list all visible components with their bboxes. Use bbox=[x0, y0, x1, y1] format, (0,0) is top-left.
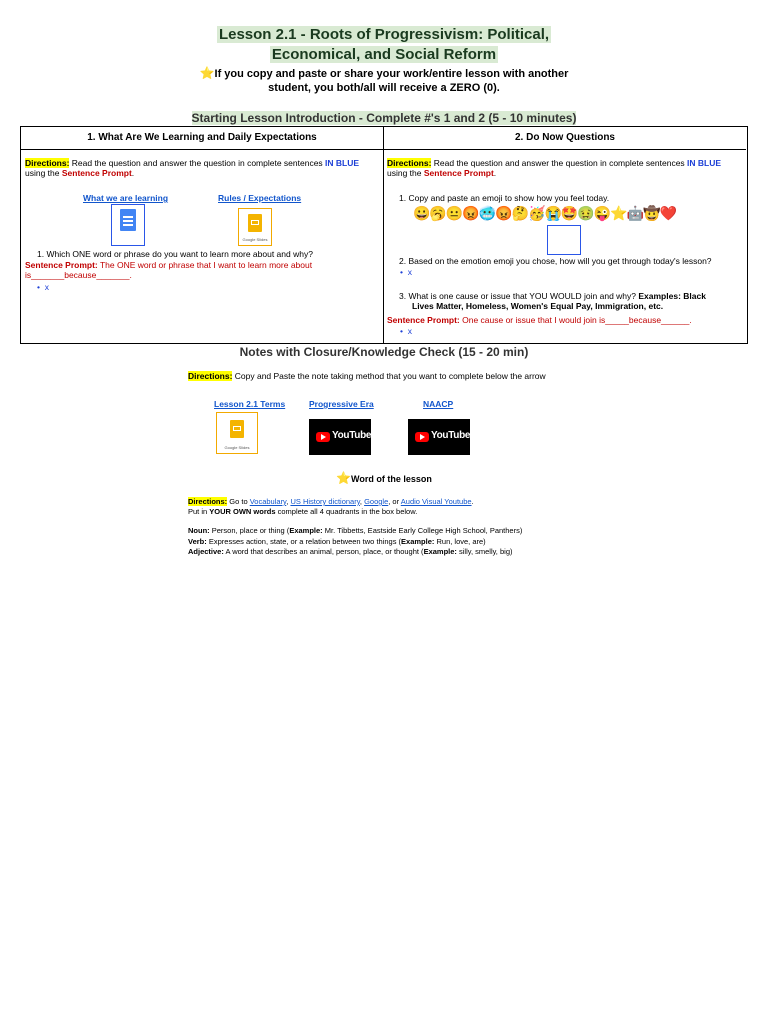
word-definitions bbox=[188, 526, 608, 558]
put-in-text: Put in bbox=[188, 507, 210, 516]
right-question-2: 2. Based on the emotion emoji you chose, how will you get through today's lesson? bbox=[399, 256, 712, 266]
page-title bbox=[0, 26, 768, 43]
directions-label: Directions: bbox=[188, 497, 228, 506]
sentence-prompt-text: Sentence Prompt bbox=[423, 168, 494, 178]
verb-text: Expresses action, state, or a relation between two things ( bbox=[206, 536, 402, 546]
intro-heading bbox=[0, 111, 768, 125]
intro-heading-text: Starting Lesson Introduction - Complete #'s 1 and 2 (5 - 10 minutes) bbox=[191, 111, 577, 125]
noun-example: Mr. Tibbetts, Eastside Early College High School, Panthers) bbox=[322, 526, 523, 535]
warning bbox=[0, 66, 768, 95]
google-docs-icon[interactable] bbox=[111, 204, 145, 246]
verb-label: Verb: bbox=[188, 536, 207, 546]
link-audio-visual-youtube[interactable]: Audio Visual Youtube bbox=[400, 497, 472, 506]
sentence-prompt-text: Sentence Prompt bbox=[61, 168, 132, 178]
youtube-label: YouTube bbox=[431, 430, 471, 441]
put-rest-text: complete all 4 quadrants in the box below. bbox=[275, 507, 418, 516]
answer-text: x bbox=[44, 282, 49, 292]
verb-example-label: Example: bbox=[401, 536, 435, 546]
emoji-answer-box[interactable] bbox=[547, 225, 581, 255]
link-what-we-are-learning[interactable]: What we are learning bbox=[83, 193, 169, 203]
title-line-2: Economical, and Social Reform bbox=[271, 46, 497, 63]
word-heading-text: Word of the lesson bbox=[351, 474, 432, 484]
adjective-text: A word that describes an animal, person, place, or thought ( bbox=[223, 547, 424, 556]
star-icon: ⭐ bbox=[199, 66, 215, 80]
answer-text: x bbox=[407, 267, 412, 277]
answer-text: x bbox=[407, 326, 412, 336]
notes-heading: Notes with Closure/Knowledge Check (15 - 20 min) bbox=[239, 345, 529, 359]
link-progressive-era[interactable]: Progressive Era bbox=[309, 399, 374, 409]
directions-end: . bbox=[131, 168, 135, 178]
word-directions: Directions: Go to Vocabulary, US History dictionary, Google, or Audio Visual Youtube. Put in YOUR OWN words complete all 4 quadrants in the box below. bbox=[188, 497, 474, 516]
directions-text-2: using the bbox=[25, 168, 62, 178]
in-blue-text: IN BLUE bbox=[325, 158, 360, 168]
google-slides-icon[interactable] bbox=[238, 208, 272, 246]
directions-text: Read the question and answer the question in complete sentences bbox=[69, 158, 326, 168]
noun-text: Person, place or thing ( bbox=[209, 526, 290, 535]
youtube-label: YouTube bbox=[332, 430, 372, 441]
right-directions bbox=[387, 158, 742, 178]
intro-table bbox=[20, 126, 748, 344]
q3-examples-list: Lives Matter, Homeless, Women's Equal Pay, Immigration, etc. bbox=[412, 301, 664, 311]
google-slides-caption: Google Slides bbox=[224, 445, 250, 450]
directions-label: Directions: bbox=[387, 158, 432, 168]
directions-end: . bbox=[493, 168, 497, 178]
right-answer-bullet-2[interactable]: • x bbox=[400, 267, 412, 277]
left-cell-title: 1. What Are We Learning and Daily Expectations bbox=[21, 127, 383, 150]
google-slides-caption: Google Slides bbox=[242, 237, 268, 242]
noun-label: Noun: bbox=[188, 526, 210, 535]
notes-directions bbox=[188, 371, 546, 381]
left-sentence-prompt bbox=[25, 260, 370, 280]
directions-label: Directions: bbox=[188, 371, 233, 381]
prompt-label: Sentence Prompt: bbox=[25, 260, 98, 270]
intro-right-cell bbox=[384, 127, 746, 343]
star-icon: ⭐ bbox=[336, 471, 352, 485]
verb-example: Run, love, are) bbox=[434, 536, 486, 546]
link-lesson-terms[interactable]: Lesson 2.1 Terms bbox=[214, 399, 286, 409]
warning-line-2: student, you both/all will receive a ZERO (0). bbox=[268, 82, 500, 94]
in-blue-text: IN BLUE bbox=[687, 158, 722, 168]
directions-label: Directions: bbox=[25, 158, 70, 168]
right-sentence-prompt bbox=[387, 315, 742, 325]
warning-line-1: If you copy and paste or share your work/entire lesson with another bbox=[214, 68, 569, 80]
noun-example-label: Example: bbox=[289, 526, 323, 535]
prompt-text: One cause or issue that I would join is_____because______. bbox=[459, 315, 692, 325]
link-us-history-dictionary[interactable]: US History dictionary bbox=[290, 497, 360, 506]
link-google[interactable]: Google bbox=[364, 497, 389, 506]
link-naacp[interactable]: NAACP bbox=[423, 399, 454, 409]
link-rules-expectations[interactable]: Rules / Expectations bbox=[218, 193, 302, 203]
word-heading bbox=[0, 471, 768, 485]
adjective-example: silly, smelly, big) bbox=[456, 547, 513, 556]
right-question-1: 1. Copy and paste an emoji to show how you feel today. bbox=[399, 193, 610, 203]
lesson-terms-slides-icon[interactable] bbox=[216, 412, 258, 454]
left-answer-bullet[interactable]: • x bbox=[37, 282, 49, 292]
intro-left-cell bbox=[21, 127, 384, 343]
adjective-label: Adjective: bbox=[188, 547, 224, 556]
prompt-text: The ONE word or phrase that I want to learn more about bbox=[97, 260, 313, 270]
q3-examples: Examples: Black bbox=[638, 291, 706, 301]
youtube-naacp-icon[interactable] bbox=[408, 419, 470, 455]
page-title-line-2 bbox=[0, 46, 768, 63]
directions-text: Read the question and answer the question in complete sentences bbox=[431, 158, 688, 168]
left-directions bbox=[25, 158, 380, 178]
directions-text-2: using the bbox=[387, 168, 424, 178]
emoji-row[interactable]: 😀🥱😐😡🥶😡🤔🥳😭🤩🤢😜⭐🤖🤠❤️ bbox=[413, 205, 676, 221]
right-answer-bullet-3[interactable]: • x bbox=[400, 326, 412, 336]
link-vocabulary[interactable]: Vocabulary bbox=[249, 497, 287, 506]
left-question-1: 1. Which ONE word or phrase do you want to learn more about and why? bbox=[37, 249, 313, 259]
go-to-text: Go to bbox=[227, 497, 250, 506]
youtube-progressive-era-icon[interactable] bbox=[309, 419, 371, 455]
prompt-label: Sentence Prompt: bbox=[387, 315, 460, 325]
title-line-1: Lesson 2.1 - Roots of Progressivism: Political, bbox=[218, 26, 550, 43]
own-words-text: YOUR OWN words bbox=[209, 507, 276, 516]
right-question-3 bbox=[399, 291, 744, 311]
directions-text: Copy and Paste the note taking method that you want to complete below the arrow bbox=[232, 371, 546, 381]
right-cell-title: 2. Do Now Questions bbox=[384, 127, 746, 150]
prompt-text-2: is_______because_______. bbox=[25, 270, 132, 280]
q3-text: 3. What is one cause or issue that YOU WOULD join and why? bbox=[399, 291, 639, 301]
adjective-example-label: Example: bbox=[423, 547, 457, 556]
